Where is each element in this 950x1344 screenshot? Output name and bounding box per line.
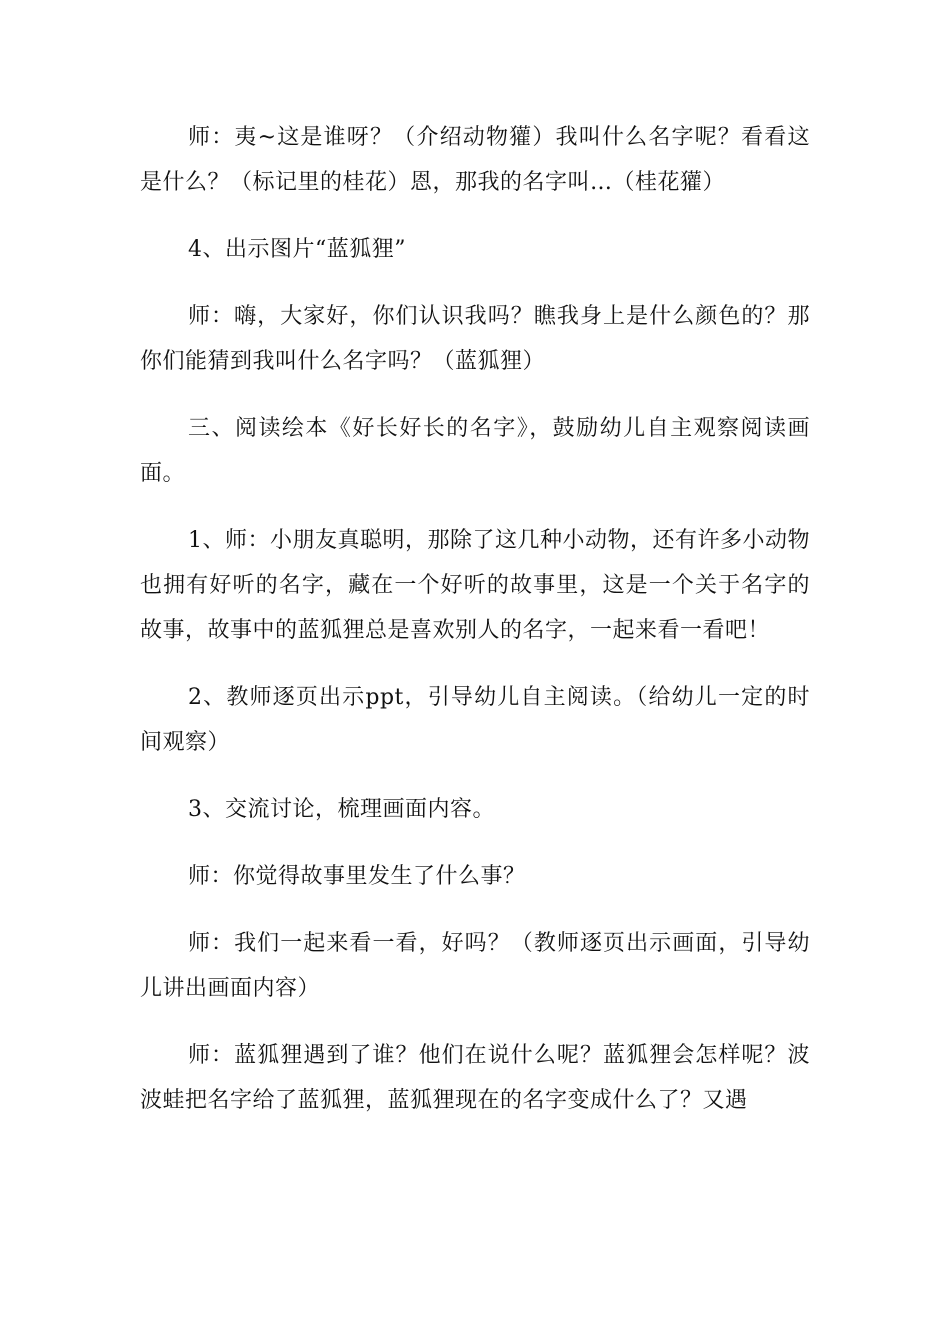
- document-body: [140, 115, 810, 1145]
- paragraph-10: 师：蓝狐狸遇到了谁？他们在说什么呢？蓝狐狸会怎样呢？波波蛙把名字给了蓝狐狸，蓝狐狸现在的名字变成什么了？又遇: [140, 1043, 810, 1113]
- paragraph-3: 师：嗨，大家好，你们认识我吗？瞧我身上是什么颜色的？那你们能猜到我叫什么名字吗？（蓝狐狸）: [140, 304, 810, 374]
- paragraph-4: 三、阅读绘本《好长好长的名字》，鼓励幼儿自主观察阅读画面。: [140, 416, 810, 486]
- paragraph-7: 3、交流讨论，梳理画面内容。: [188, 797, 495, 822]
- paragraph-1: 师：夷~这是谁呀？（介绍动物獾）我叫什么名字呢？看看这是什么？（标记里的桂花）恩，那我的名字叫…（桂花獾）: [140, 125, 810, 195]
- paragraph-5: 1、师：小朋友真聪明，那除了这几种小动物，还有许多小动物也拥有好听的名字，藏在一个好听的故事里，这是一个关于名字的故事，故事中的蓝狐狸总是喜欢别人的名字，一起来看一看吧！: [140, 528, 810, 643]
- paragraph-2: 4、出示图片“蓝狐狸”: [188, 237, 406, 262]
- paragraph-6: 2、教师逐页出示ppt，引导幼儿自主阅读。（给幼儿一定的时间观察）: [140, 685, 810, 755]
- paragraph-8: 师：你觉得故事里发生了什么事？: [188, 864, 526, 889]
- paragraph-9: 师：我们一起来看一看，好吗？（教师逐页出示画面，引导幼儿讲出画面内容）: [140, 931, 810, 1001]
